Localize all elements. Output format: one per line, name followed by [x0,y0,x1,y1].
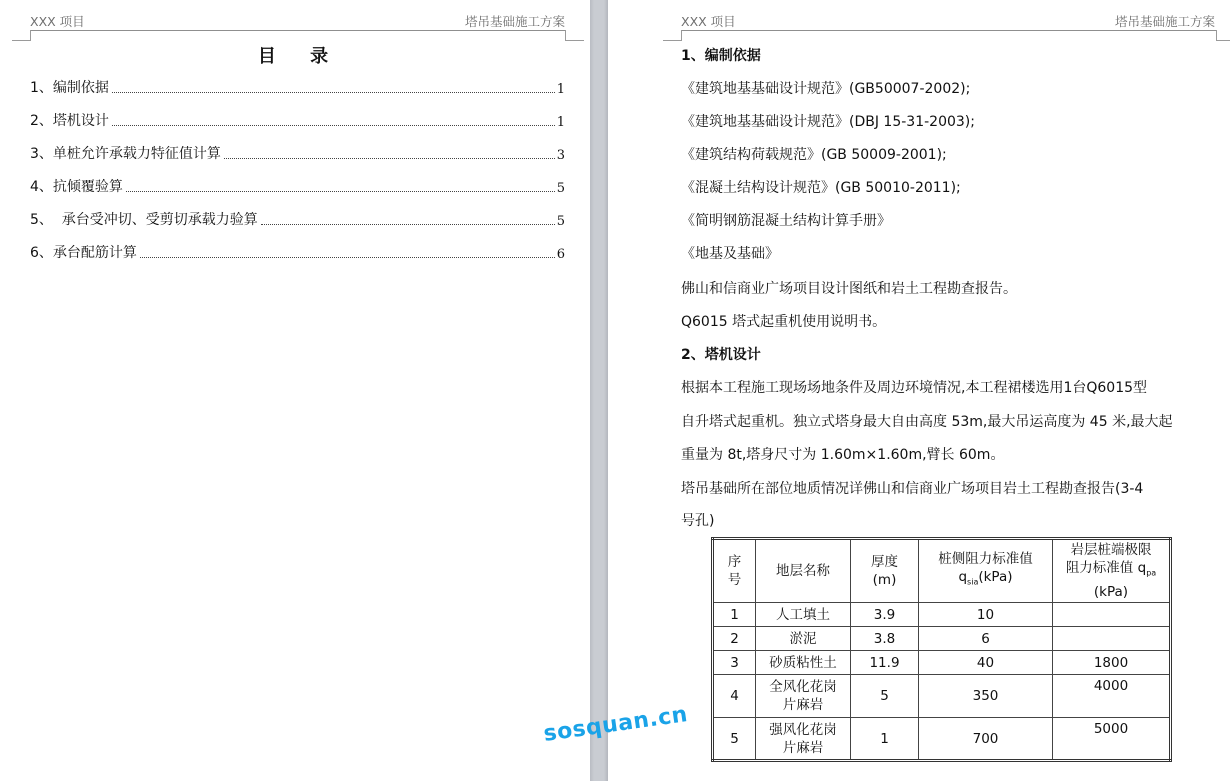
toc-entry-page: 1 [556,115,565,130]
reference-item: 《建筑地基基础设计规范》(DBJ 15-31-2003); [681,114,975,130]
header-project-label: XXX 项目 [681,14,736,29]
paragraph-line: 重量为 8t,塔身尺寸为 1.60m×1.60m,臂长 60m。 [681,447,1005,463]
header-rule [681,30,1216,31]
header-text: 阻力标准值 q [1065,560,1147,577]
cell-side-resistance: 10 [919,603,1053,627]
header-text [1053,559,1169,583]
cell-end-resistance: 5000 [1053,718,1171,761]
cell-name: 人工填土 [756,603,851,627]
header-text: (m) [872,572,897,588]
header-cell-thickness [851,539,919,603]
toc-leader-dots [112,125,555,126]
toc-entry[interactable] [30,143,565,163]
toc-title: 目 录 [257,46,343,67]
header-cell-no [713,539,756,603]
cell-end-resistance: 1800 [1053,651,1171,675]
toc-page [0,0,590,781]
cell-name: 砂质粘性土 [756,651,851,675]
cell-side-resistance: 40 [919,651,1053,675]
soil-layer-table [711,537,1172,762]
toc-entry-label: 1、编制依据 [30,77,110,97]
cell-no: 4 [713,675,756,718]
reference-item: Q6015 塔式起重机使用说明书。 [681,314,887,330]
toc-entry[interactable] [30,110,565,130]
table-row [713,603,1171,627]
toc-leader-dots [140,257,555,258]
toc-entry-page: 5 [556,214,565,229]
reference-item: 《地基及基础》 [681,246,779,262]
cell-end-resistance: 4000 [1053,675,1171,718]
cell-no: 2 [713,627,756,651]
toc-entry-label: 3、单桩允许承载力特征值计算 [30,143,222,163]
header-subscript: sia [967,577,979,587]
margin-corner-mark [565,30,584,41]
toc-entry[interactable] [30,209,565,229]
table-header-row [713,539,1171,603]
table-row [713,675,1171,718]
toc-leader-dots [224,158,555,159]
header-text: (kPa) [978,569,1013,586]
cell-thickness: 5 [851,675,919,718]
header-cell-side-resistance [919,539,1053,603]
watermark: sosquan.cn [541,702,690,747]
reference-item: 《建筑结构荷载规范》(GB 50009-2001); [681,147,947,163]
header-cell-name: 地层名称 [756,539,851,603]
cell-thickness: 3.8 [851,627,919,651]
table-row [713,718,1171,761]
header-text: 厚度 [871,554,898,570]
table-row [713,627,1171,651]
header-doc-title: 塔吊基础施工方案 [464,14,565,29]
header-rule [30,30,565,31]
toc-entry-label: 6、承台配筋计算 [30,242,138,262]
cell-side-resistance: 350 [919,675,1053,718]
toc-entry[interactable] [30,176,565,196]
header-text: 桩侧阻力标准值 [938,551,1033,568]
cell-end-resistance [1053,603,1171,627]
reference-item: 《混凝土结构设计规范》(GB 50010-2011); [681,180,961,196]
toc-leader-dots [261,224,555,225]
toc-entry[interactable] [30,242,565,262]
cell-side-resistance: 700 [919,718,1053,761]
toc-entry-label: 2、塔机设计 [30,110,110,130]
cell-name-line: 全风化花岗 [769,679,837,695]
margin-corner-mark [12,30,31,41]
cell-thickness: 3.9 [851,603,919,627]
toc-leader-dots [126,191,555,192]
header-text: 号 [727,572,742,588]
margin-corner-mark [1216,30,1230,41]
toc-entry-label: 4、抗倾覆验算 [30,176,124,196]
paragraph-line: 自升塔式起重机。独立式塔身最大自由高度 53m,最大吊运高度为 45 米,最大起 [681,414,1173,430]
reference-item: 《建筑地基基础设计规范》(GB50007-2002); [681,81,971,97]
paragraph-line: 根据本工程施工现场场地条件及周边环境情况,本工程裙楼选用1台Q6015型 [681,380,1148,396]
cell-name-line: 片麻岩 [782,697,824,713]
toc-entry-page: 5 [556,181,565,196]
section-heading: 2、塔机设计 [681,347,761,363]
toc-entry-label: 5、 承台受冲切、受剪切承载力验算 [30,209,259,229]
section-heading: 1、编制依据 [681,48,761,64]
reference-item: 佛山和信商业广场项目设计图纸和岩土工程勘查报告。 [681,281,1017,297]
cell-thickness: 1 [851,718,919,761]
cell-no: 3 [713,651,756,675]
cell-name [756,675,851,718]
cell-name-line: 强风化花岗 [769,721,837,738]
paragraph-line: 号孔) [681,513,715,529]
toc-entry-page: 6 [556,247,565,262]
content-page [608,0,1230,781]
table-row [713,651,1171,675]
header-subscript: pa [1146,568,1157,578]
header-text: (kPa) [1093,583,1129,600]
cell-no: 5 [713,718,756,761]
margin-corner-mark [663,30,682,41]
toc-entry-page: 1 [556,82,565,97]
cell-no: 1 [713,603,756,627]
reference-item: 《简明钢筋混凝土结构计算手册》 [681,213,891,229]
cell-name-line: 片麻岩 [782,739,824,756]
cell-thickness: 11.9 [851,651,919,675]
cell-name: 淤泥 [756,627,851,651]
cell-name [756,718,851,761]
header-text: q [958,569,968,586]
page-gutter [590,0,608,781]
header-text [919,568,1052,592]
header-text: 序 [727,554,742,570]
header-doc-title: 塔吊基础施工方案 [1114,14,1215,29]
cell-end-resistance [1053,627,1171,651]
toc-leader-dots [112,92,555,93]
header-cell-end-resistance [1053,539,1171,603]
cell-side-resistance: 6 [919,627,1053,651]
paragraph-line: 塔吊基础所在部位地质情况详佛山和信商业广场项目岩土工程勘查报告(3-4 [681,481,1144,497]
toc-entry[interactable] [30,77,565,97]
toc-entry-page: 3 [556,148,565,163]
header-text: 岩层桩端极限 [1070,542,1152,559]
header-project-label: XXX 项目 [30,14,85,29]
